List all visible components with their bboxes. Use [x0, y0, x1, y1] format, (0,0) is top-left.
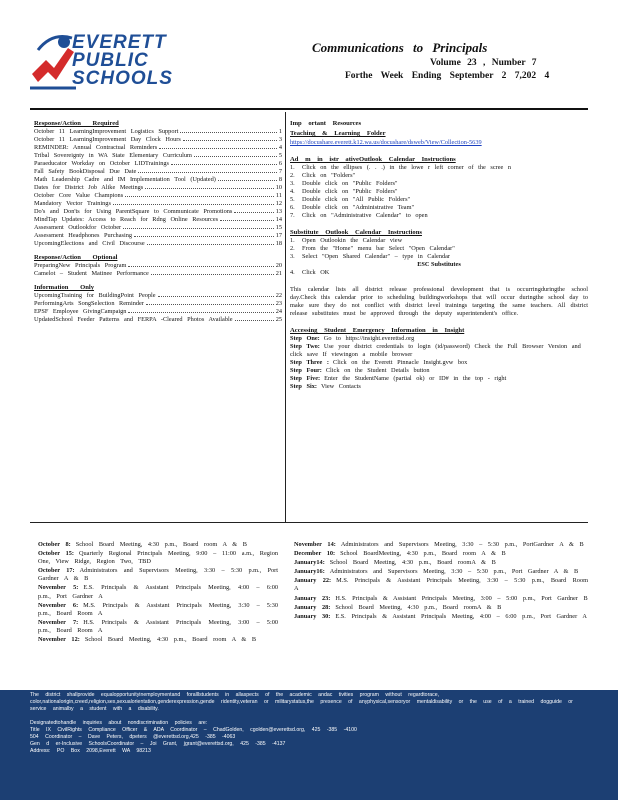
calendar-event-text: School Board Meeting, 4:30 p.m., Board roomA & B — [329, 559, 496, 567]
calendar-event-text: School Board Meeting, 4:30 p.m., Board roomA & B — [335, 603, 502, 611]
calendar-divider — [30, 522, 588, 523]
toc-leader — [146, 304, 274, 305]
toc-item-title: Tribal Sovereignty in WA State Elementary Curriculum — [34, 152, 192, 159]
admin-step-text: Double click on "Administrative Team" — [302, 204, 415, 211]
calendar-event-date: January16: — [294, 568, 325, 576]
sub-step-text: Open Outlookin the Calendar view — [302, 237, 403, 244]
toc-leader — [183, 140, 277, 141]
toc-leader — [151, 274, 274, 275]
admin-step-text: Double click on "Public Folders" — [302, 180, 398, 187]
toc-item[interactable] — [34, 168, 282, 176]
logo-emblem-icon — [28, 30, 78, 92]
admin-calendar-steps — [290, 164, 588, 220]
admin-step — [290, 212, 588, 220]
insight-step-label: Step Three : — [290, 359, 330, 366]
toc-item[interactable] — [34, 184, 282, 192]
toc-section-heading: Response/Action Required — [34, 120, 119, 127]
toc-item-title: PreparingNew Principals Program — [34, 262, 127, 269]
calendar-event — [294, 568, 588, 576]
tl-folder-link[interactable]: https://docushare.everett.k12.wa.us/docushare/dsweb/View/Collection-5639 — [290, 139, 482, 146]
sub-step-4: 4. Click OK — [290, 269, 330, 276]
toc-item-page: 4 — [278, 144, 282, 151]
footer-gender-inclusive: Gen d er-Inclusive SchoolsCoordinator – Joi Grant, jgrant@everettsd.org, 425 -385 -4137 — [30, 741, 286, 747]
footer-504: 504 Coordinator – Dave Peters, dpeters @everettsd.org,425 -385 -4063 — [30, 734, 236, 740]
sub-step-text: Select "Open Shared Calendar" – type in Calendar — [302, 253, 451, 260]
logo-word-3: SCHOOLS — [72, 68, 173, 89]
calendar-event-text: M.S. Principals & Assistant Principals Meeting, 3:30 – 5:30 p.m., Board Room A — [38, 601, 278, 617]
toc-item-page: 11 — [275, 192, 282, 199]
toc-item[interactable] — [34, 262, 282, 270]
calendar-event-date: January 23: — [294, 594, 331, 602]
insight-step-text: Go to https://insight.everettsd.org — [323, 335, 415, 342]
footer-title-ix: Title IX CivilRights Compliance Officer & ADA Coordinator – ChadGolden, cgolden@everettsd.org, 425 -385 -4100 — [30, 727, 357, 733]
calendar-event — [294, 595, 588, 603]
calendar-event — [38, 541, 278, 549]
toc-item-page: 1 — [278, 128, 282, 135]
toc-item-title: October 11 LearningImprovement Day Clock Hours — [34, 136, 181, 143]
calendar-event-date: January 22: — [294, 577, 332, 585]
calendar-event-date: January14: — [294, 559, 325, 567]
admin-step-text: Click on the ellipses (. . .) in the lowe r left corner of the scree n — [302, 164, 512, 171]
volume-number: Volume 23 , Number 7 — [430, 58, 537, 68]
admin-calendar-heading: Ad m in istr ativeOutlook Calendar Instructions — [290, 156, 456, 163]
toc-leader — [113, 204, 274, 205]
calendar-event-text: School Board Meeting, 4:30 p.m., Board room A & B — [84, 636, 257, 644]
calendar-event-date: January 28: — [294, 603, 331, 611]
admin-step — [290, 180, 588, 188]
toc-item-title: EPSF Employee GivingCampaign — [34, 308, 127, 315]
admin-step-text: Double click on "All Public Folders" — [302, 196, 411, 203]
sub-calendar-paragraph: This calendar lists all district release professional development that is occurringduringthe school day.Check this calendar prior to scheduling buildingworkshops that will occur duringthe school day to make sure they do not conflict with district level trainings targeting the same teachers. All district release substitutes must be approved through the deputy superintendent's office. — [290, 286, 588, 317]
toc-item-title: Do's and Don'ts for Using ParentSquare to Communicate Promotions — [34, 208, 233, 215]
insight-step — [290, 343, 588, 359]
header-divider — [30, 108, 588, 110]
calendar-event-date: November 14: — [294, 541, 336, 548]
calendar-event-date: November 5: — [38, 584, 79, 592]
toc-item-title: Assessment Headphones Purchasing — [34, 232, 132, 239]
toc-leader — [158, 296, 274, 297]
calendar-event — [294, 550, 588, 558]
calendar-event-text: Administrators and Supervisors Meeting, 3:30 – 5:30 p.m., Port Gardner A & B — [329, 568, 579, 576]
admin-step — [290, 188, 588, 196]
toc-leader — [123, 228, 274, 229]
insight-step — [290, 375, 588, 383]
calendar-event-text: Quarterly Regional Principals Meeting, 9:00 – 11:00 a.m., Region One, View Ridge, Region Two, TBD — [38, 550, 278, 566]
calendar-event — [38, 636, 278, 644]
week-ending: Forthe Week Ending September 2 7,202 4 — [345, 71, 550, 81]
admin-step-number: 6. — [290, 204, 295, 211]
toc-item[interactable] — [34, 152, 282, 160]
insight-step-label: Step Six: — [290, 383, 317, 390]
admin-step — [290, 172, 588, 180]
toc-item[interactable] — [34, 232, 282, 240]
toc-leader — [159, 148, 277, 149]
toc-leader — [220, 220, 274, 221]
toc-item[interactable] — [34, 144, 282, 152]
sub-calendar-name: ESC Substitutes — [417, 261, 461, 268]
toc-item-title: Paraeducator Workday on October LIDTrainings — [34, 160, 169, 167]
tl-folder-heading: Teaching & Learning Folder — [290, 130, 386, 137]
sub-step — [290, 245, 588, 253]
toc-item-page: 13 — [275, 208, 282, 215]
toc-item[interactable] — [34, 270, 282, 278]
calendar-event — [294, 541, 588, 549]
toc-item-page: 25 — [275, 316, 282, 323]
toc-section-heading: Response/Action Optional — [34, 254, 118, 261]
admin-step — [290, 204, 588, 212]
admin-step-number: 5. — [290, 196, 295, 203]
toc-leader — [134, 236, 274, 237]
sub-step — [290, 237, 588, 245]
admin-step-number: 1. — [290, 164, 295, 171]
important-resources — [290, 120, 588, 391]
calendar-event-text: H.S. Principals & Assistant Principals Meeting, 3:00 – 5:00 p.m., Port Gardner B — [335, 594, 588, 602]
district-logo — [28, 26, 196, 96]
toc-item-title: Fall Safety BookDisposal Due Date — [34, 168, 137, 175]
calendar-event-date: October 8: — [38, 541, 71, 548]
insight-step-text: Enter the StudentName (partial ok) or ID# in the top - right — [324, 375, 507, 382]
toc-item[interactable] — [34, 308, 282, 316]
insight-step-label: Step One: — [290, 335, 320, 342]
toc-item-page: 14 — [275, 216, 282, 223]
calendar-event-date: November 6: — [38, 601, 79, 609]
toc-item[interactable] — [34, 160, 282, 168]
insight-step — [290, 383, 588, 391]
toc-leader — [171, 164, 277, 165]
toc-item[interactable] — [34, 176, 282, 184]
toc-leader — [218, 180, 277, 181]
table-of-contents — [34, 120, 282, 324]
calendar-event — [294, 559, 588, 567]
toc-item-page: 10 — [275, 184, 282, 191]
toc-item[interactable] — [34, 224, 282, 232]
toc-item-page: 15 — [275, 224, 282, 231]
toc-item[interactable] — [34, 300, 282, 308]
footer-address: Address: PO Box 2098,Everett WA 98213 — [30, 748, 151, 754]
toc-item-page: 18 — [275, 240, 282, 247]
insight-step-text: View Contacts — [320, 383, 361, 390]
calendar-event-text: Administrators and Supervisors Meeting, 3:30 – 5:30 p.m., PortGardner A & B — [340, 541, 584, 548]
calendar-event — [294, 613, 588, 621]
insight-step — [290, 335, 588, 343]
admin-step — [290, 164, 588, 172]
insight-step-text: Use your district credentials to login (id/password) Check the Full Browser Version and click save If viewingon a mobile browser — [290, 343, 581, 358]
toc-leader — [128, 312, 273, 313]
calendar-event-date: November 12: — [38, 636, 80, 644]
footer-policy: The district shallprovide equalopportunityinemploymentand foralllstudents in allaspects of the academic andac tivities program without regardtorace, color,nationalorigin,creed,religion,sex,sexualorientation,genderexpression,gende ridentity,veteran or militarystatus,the presence of anyphysical,sensoryor mentaldisability or the use of a trained dogguide or service animalby a student with a disability. — [30, 692, 573, 712]
calendar-left — [38, 541, 278, 645]
insight-step — [290, 359, 588, 367]
admin-step-number: 7. — [290, 212, 295, 219]
admin-step-text: Click on "Folders" — [302, 172, 356, 179]
toc-item-page: 24 — [275, 308, 282, 315]
sub-step-number: 1. — [290, 237, 295, 244]
toc-item-page: 22 — [275, 292, 282, 299]
admin-step-number: 2. — [290, 172, 295, 179]
insight-step-text: Click on the Everett Pinnacle Insight.gvw box — [333, 359, 468, 366]
toc-leader — [235, 320, 274, 321]
calendar-right — [294, 541, 588, 622]
calendar-event-date: October 15: — [38, 550, 74, 558]
toc-leader — [138, 172, 277, 173]
toc-item-title: Dates for District Job Alike Meetings — [34, 184, 144, 191]
calendar-event-date: January 30: — [294, 612, 331, 620]
resources-heading: Imp ortant Resources — [290, 120, 362, 127]
column-divider — [285, 112, 286, 522]
insight-step — [290, 367, 588, 375]
calendar-event — [38, 602, 278, 618]
toc-item[interactable] — [34, 136, 282, 144]
toc-leader — [180, 132, 277, 133]
calendar-event — [294, 577, 588, 593]
sub-calendar-heading: Substitute Outlook Calendar Instructions — [290, 229, 422, 236]
admin-step-text: Click on "Administrative Calendar" to open — [302, 212, 428, 219]
logo-word-2: PUBLIC — [72, 50, 149, 71]
toc-item-title: UpcomingElections and Civil Discourse — [34, 240, 145, 247]
calendar-event-text: Administrators and Supervisors Meeting, 3:30 – 5:30 p.m., Port Gardner A & B — [38, 567, 279, 583]
calendar-event-text: E.S. Principals & Assistant Principals Meeting, 4:00 – 6:00 p.m., Port Gardner A — [38, 584, 279, 600]
toc-item-title: UpdatedSchool Feeder Patterns and FERPA -Cleared Photos Available — [34, 316, 233, 323]
insight-step-text: Click on the Student Details button — [325, 367, 430, 374]
toc-item[interactable] — [34, 216, 282, 224]
toc-item-title: October Core Value Champions — [34, 192, 124, 199]
toc-item-title: REMINDER: Annual Contractual Reminders — [34, 144, 158, 151]
toc-item[interactable] — [34, 200, 282, 208]
newsletter-header — [0, 0, 618, 108]
toc-item-page: 17 — [275, 232, 282, 239]
admin-step-number: 3. — [290, 180, 295, 187]
toc-item-title: PerformingArts SongSelection Reminder — [34, 300, 144, 307]
toc-section-heading: Information Only — [34, 284, 95, 291]
toc-item-title: Mandatory Vector Trainings — [34, 200, 111, 207]
insight-step-label: Step Four: — [290, 367, 322, 374]
admin-step — [290, 196, 588, 204]
toc-item-title: Math Leadership Cadre and IM Implementation Tool (Updated) — [34, 176, 216, 183]
toc-leader — [125, 196, 274, 197]
toc-leader — [147, 244, 274, 245]
calendar-event-text: E.S. Principals & Assistant Principals Meeting, 4:00 – 6:00 p.m., Port Gardner A — [335, 612, 587, 620]
toc-item-title: Assessment Outlookfor October — [34, 224, 122, 231]
admin-step-number: 4. — [290, 188, 295, 195]
toc-item[interactable] — [34, 208, 282, 216]
toc-item-title: Camelot – Student Matinee Performance — [34, 270, 149, 277]
insight-steps — [290, 335, 588, 391]
toc-item-page: 23 — [275, 300, 282, 307]
sub-step — [290, 253, 588, 261]
calendar-event-text: H.S. Principals & Assistant Principals Meeting, 3:00 – 5:00 p.m., Board Room A — [38, 618, 279, 634]
nondiscrimination-footer — [0, 690, 618, 800]
toc-item[interactable] — [34, 292, 282, 300]
sub-step-number: 2. — [290, 245, 295, 252]
toc-item-page: 12 — [275, 200, 282, 207]
calendar-event — [38, 584, 278, 600]
calendar-event-date: December 10: — [294, 550, 336, 558]
calendar-event-text: School Board Meeting, 4:30 p.m., Board room A & B — [75, 541, 247, 548]
publication-title: Communications to Principals — [312, 40, 488, 55]
toc-item-page: 6 — [278, 160, 282, 167]
toc-item-title: MindTap Updates: Access to Reach for Rdng Online Resources — [34, 216, 219, 223]
toc-item[interactable] — [34, 128, 282, 136]
calendar-event — [38, 550, 278, 566]
toc-item-title: October 11 LearningImprovement Logistics Support — [34, 128, 179, 135]
toc-leader — [234, 212, 273, 213]
toc-item[interactable] — [34, 240, 282, 248]
sub-calendar-steps — [290, 237, 588, 261]
toc-item-page: 3 — [278, 136, 282, 143]
toc-item-page: 7 — [278, 168, 282, 175]
toc-leader — [128, 266, 273, 267]
sub-step-number: 3. — [290, 253, 295, 260]
logo-word-1: EVERETT — [72, 32, 167, 53]
insight-heading: Accessing Student Emergency Information in Insight — [290, 327, 465, 334]
toc-item-page: 20 — [275, 262, 282, 269]
toc-leader — [145, 188, 273, 189]
insight-step-label: Step Five: — [290, 375, 321, 382]
toc-item[interactable] — [34, 192, 282, 200]
toc-item-page: 8 — [278, 176, 282, 183]
calendar-event-text: M.S. Principals & Assistant Principals Meeting, 3:30 – 5:30 p.m., Board Room A — [294, 577, 588, 593]
calendar-event — [38, 619, 278, 635]
calendar-event — [294, 604, 588, 612]
footer-inquiries: Designatedtohandle inquiries about nondiscrimination policies are: — [30, 720, 208, 726]
insight-step-label: Step Two: — [290, 343, 320, 350]
sub-step-text: From the "Home" menu bar Select "Open Calendar" — [302, 245, 455, 252]
toc-leader — [194, 156, 277, 157]
toc-item[interactable] — [34, 316, 282, 324]
toc-item-page: 5 — [278, 152, 282, 159]
calendar-event — [38, 567, 278, 583]
admin-step-text: Double click on "Public Folders" — [302, 188, 398, 195]
calendar-event-date: November 7: — [38, 618, 79, 626]
calendar-event-date: October 17: — [38, 567, 75, 575]
toc-item-title: UpcomingTraining for BuildingPoint People — [34, 292, 156, 299]
calendar-event-text: School BoardMeeting, 4:30 p.m., Board room A & B — [340, 550, 506, 558]
toc-item-page: 21 — [275, 270, 282, 277]
